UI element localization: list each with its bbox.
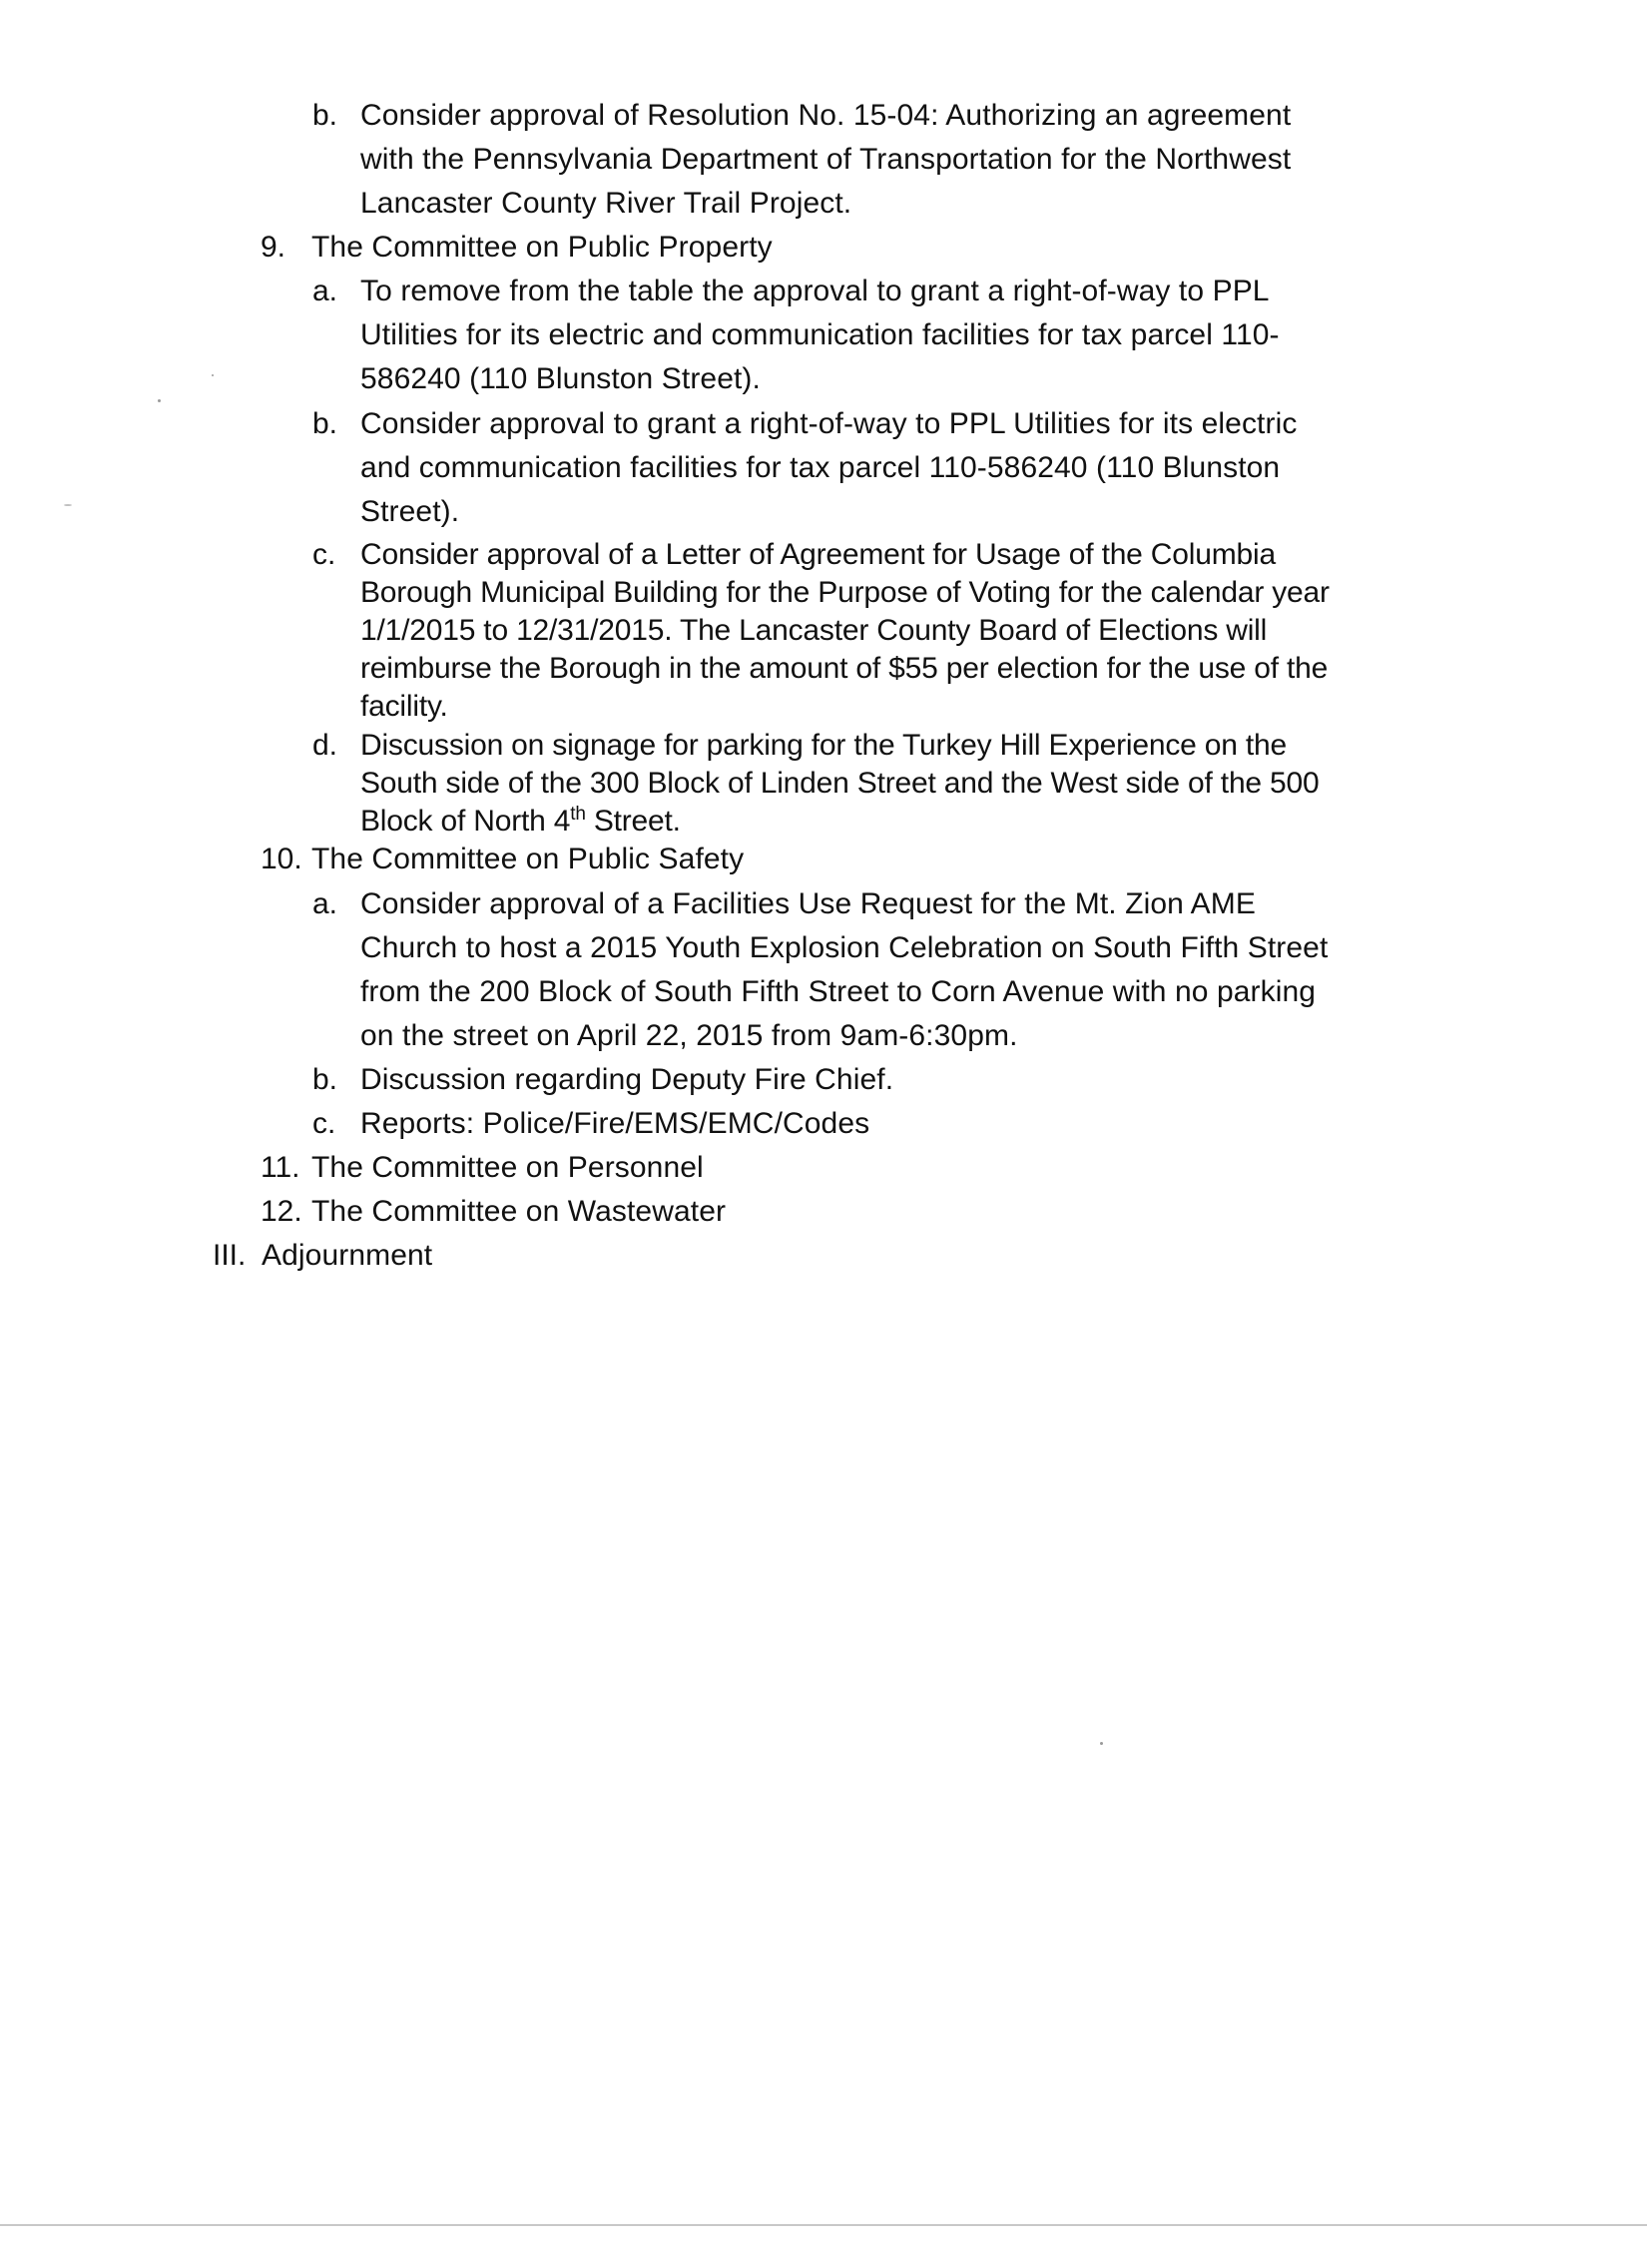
committee-heading: The Committee on Public Property [311, 231, 773, 264]
item-text-segment: Block of North 4 [360, 805, 571, 838]
item-marker: a. [312, 887, 338, 920]
scan-edge-line [0, 2224, 1647, 2226]
item-text-line: and communication facilities for tax parcel 110-586240 (110 Blunston [360, 451, 1281, 484]
committee-heading: The Committee on Personnel [311, 1151, 704, 1184]
item-text-line: Consider approval of a Facilities Use Request for the Mt. Zion AME [360, 887, 1256, 920]
item-text-line: Consider approval to grant a right-of-way to PPL Utilities for its electric [360, 407, 1298, 440]
item-marker: c. [312, 538, 336, 571]
item-marker: 12. [261, 1195, 302, 1228]
item-text-line: Lancaster County River Trail Project. [360, 187, 852, 220]
scan-speck [212, 374, 214, 376]
item-text-line: reimburse the Borough in the amount of $55 per election for the use of the [360, 652, 1329, 685]
item-text-line: with the Pennsylvania Department of Transportation for the Northwest [360, 143, 1292, 176]
item-marker: b. [312, 99, 338, 132]
item-text-line: Church to host a 2015 Youth Explosion Celebration on South Fifth Street [360, 931, 1329, 964]
item-text-line: Reports: Police/Fire/EMS/EMC/Codes [360, 1107, 870, 1140]
section-heading: Adjournment [262, 1239, 433, 1272]
item-marker: b. [312, 407, 338, 440]
committee-heading: The Committee on Public Safety [311, 843, 745, 875]
item-text-line: South side of the 300 Block of Linden Street and the West side of the 500 [360, 767, 1320, 800]
item-text-line [360, 804, 681, 840]
item-marker: III. [213, 1239, 247, 1272]
scan-speck [158, 399, 161, 402]
item-text-line: Borough Municipal Building for the Purpose of Voting for the calendar year [360, 576, 1330, 609]
item-marker: 9. [261, 231, 286, 264]
item-text-line: facility. [360, 690, 448, 723]
item-marker: c. [312, 1107, 336, 1140]
item-text-line: 1/1/2015 to 12/31/2015. The Lancaster County Board of Elections will [360, 614, 1268, 647]
scan-speck [64, 504, 72, 506]
item-text-line: 586240 (110 Blunston Street). [360, 362, 761, 395]
item-text-line: on the street on April 22, 2015 from 9am-6:30pm. [360, 1019, 1018, 1052]
item-text-line: Discussion on signage for parking for the Turkey Hill Experience on the [360, 729, 1287, 762]
item-text-line: To remove from the table the approval to grant a right-of-way to PPL [360, 275, 1270, 307]
item-marker: b. [312, 1063, 338, 1096]
scan-speck [1100, 1742, 1103, 1745]
item-text-line: Discussion regarding Deputy Fire Chief. [360, 1063, 894, 1096]
item-marker: a. [312, 275, 338, 307]
item-marker: 10. [261, 843, 302, 875]
item-marker: 11. [261, 1151, 300, 1184]
item-text-line: from the 200 Block of South Fifth Street to Corn Avenue with no parking [360, 975, 1317, 1008]
ordinal-suffix: th [570, 804, 586, 825]
item-text-segment: Street. [585, 805, 681, 838]
item-text-line: Consider approval of Resolution No. 15-04: Authorizing an agreement [360, 99, 1292, 132]
committee-heading: The Committee on Wastewater [311, 1195, 727, 1228]
item-text-line: Street). [360, 495, 460, 528]
item-text-line: Consider approval of a Letter of Agreement for Usage of the Columbia [360, 538, 1276, 571]
item-text-line: Utilities for its electric and communication facilities for tax parcel 110- [360, 318, 1280, 351]
item-marker: d. [312, 729, 338, 762]
